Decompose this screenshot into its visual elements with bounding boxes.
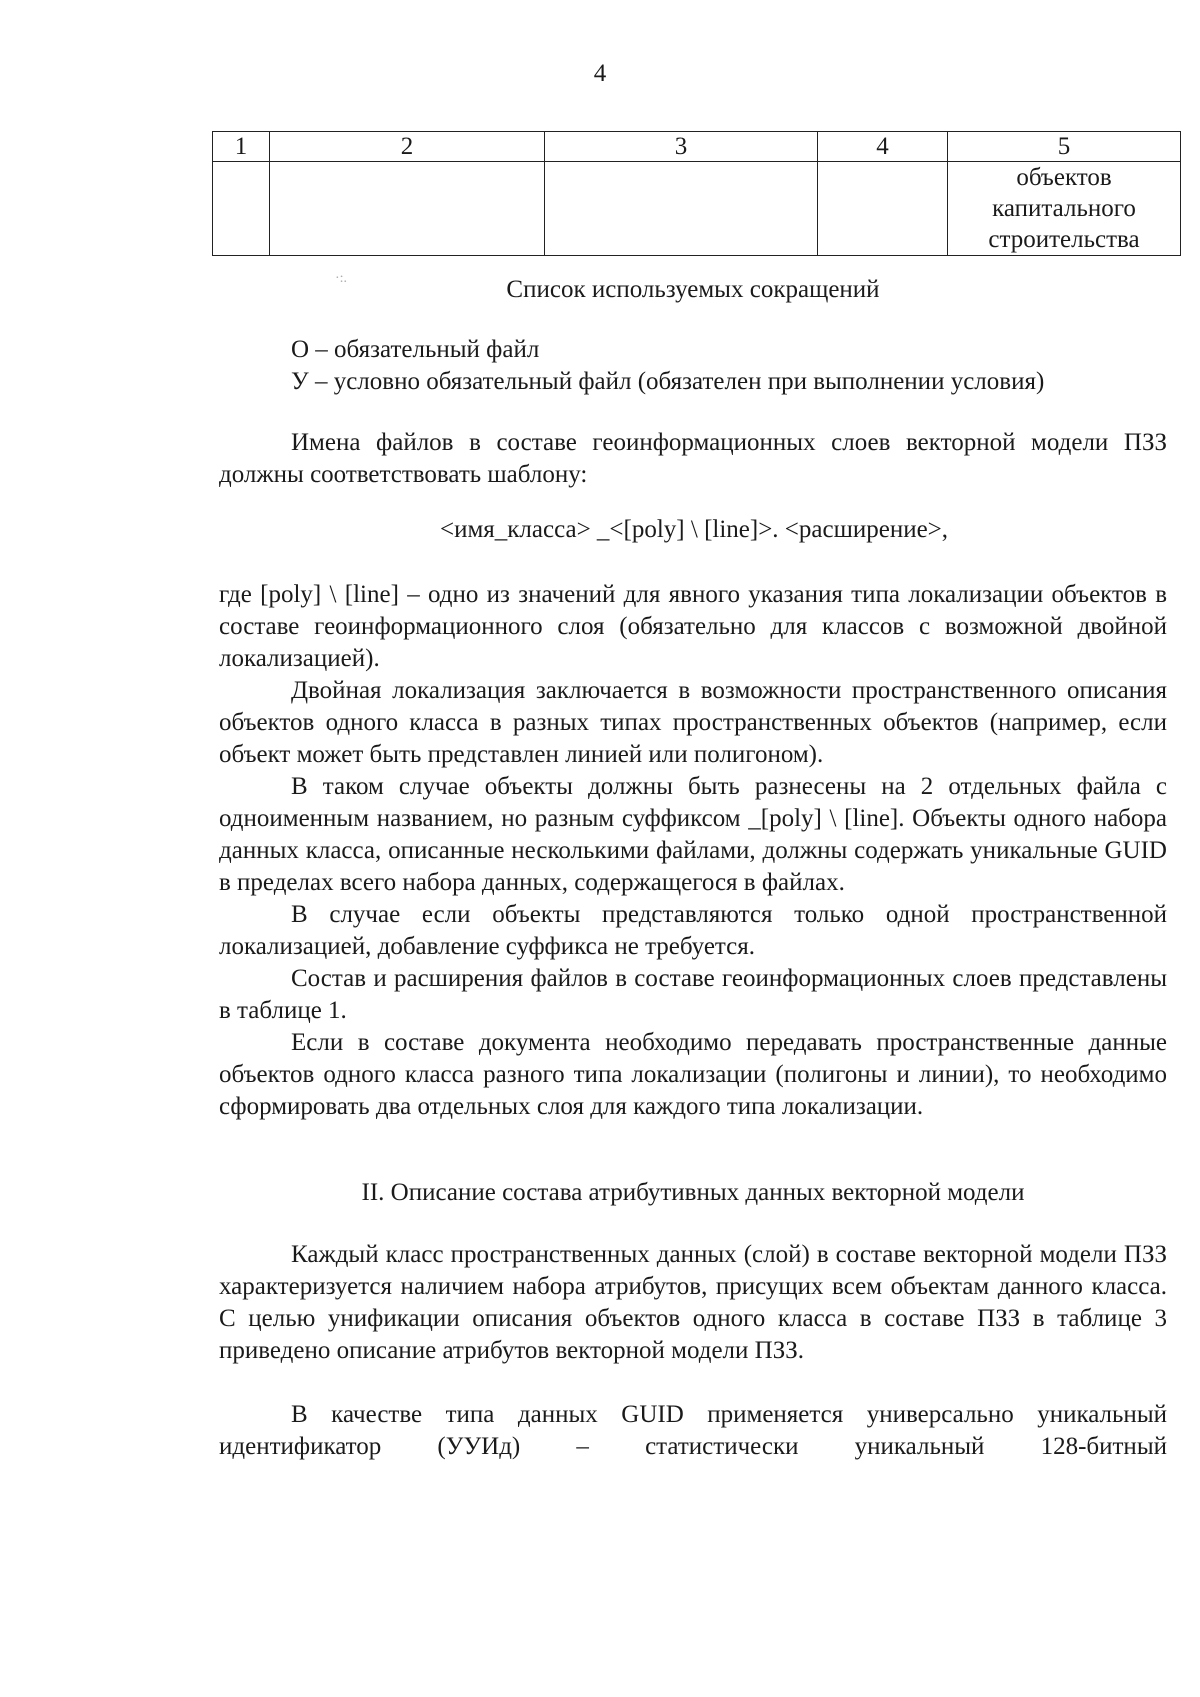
paragraph-guid: В качестве типа данных GUID применяется универсально уникальный идентификатор (УУИд) – статистически уникальный 128-битный	[219, 1401, 1167, 1460]
paragraph-two-layers: Если в составе документа необходимо передавать пространственные данные объектов одного класса разного типа локализации (полигоны и линии), то необходимо сформировать два отдельных слоя для каждого типа локализации.	[219, 1029, 1167, 1120]
table-row	[213, 162, 1181, 256]
table-cell	[270, 162, 545, 256]
table-cell	[213, 162, 270, 256]
table-header-cell: 1	[213, 132, 270, 162]
paragraph-double-localization: Двойная локализация заключается в возможности пространственного описания объектов одного класса в разных типах пространственных объектов (например, если объект может быть представлен линией или полигоном).	[219, 677, 1167, 768]
cell-line: капитального	[992, 195, 1136, 222]
file-name-template: <имя_класса> _<[poly] \ [line]>. <расширение>,	[439, 516, 949, 543]
section-title: II. Описание состава атрибутивных данных векторной модели	[361, 1179, 1025, 1206]
cell-line: строительства	[988, 226, 1140, 253]
abbreviation-item: У – условно обязательный файл (обязателен при выполнении условия)	[291, 368, 1045, 395]
table-cell	[545, 162, 818, 256]
paragraph-single-localization: В случае если объекты представляются только одной пространственной локализацией, добавление суффикса не требуется.	[219, 901, 1167, 960]
paragraph-separate-files: В таком случае объекты должны быть разнесены на 2 отдельных файла с одноименным названием, но разным суффиксом _[poly] \ [line]. Объекты одного набора данных класса, описанные несколькими файлами, должны содержать уникальные GUID в пределах всего набора данных, содержащегося в файлах.	[219, 773, 1167, 896]
table-header-cell: 2	[270, 132, 545, 162]
cell-line: объектов	[1016, 164, 1112, 191]
paragraph-attributes: Каждый класс пространственных данных (слой) в составе векторной модели ПЗЗ характеризуется наличием набора атрибутов, присущих всем объектам данного класса. С целью унификации описания объектов одного класса в составе ПЗЗ в таблице 3 приведено описание атрибутов векторной модели ПЗЗ.	[219, 1241, 1167, 1364]
table-header-cell: 4	[818, 132, 948, 162]
table-header-cell: 3	[545, 132, 818, 162]
scan-artifact: ·:.	[335, 271, 348, 286]
continuation-table	[212, 131, 1181, 256]
paragraph-localization-values: где [poly] \ [line] – одно из значений для явного указания типа локализации объектов в составе геоинформационного слоя (обязательно для классов с возможной двойной локализацией).	[219, 581, 1167, 672]
table-header-row	[213, 132, 1181, 162]
table-header-cell: 5	[948, 132, 1181, 162]
page-number: 4	[593, 60, 607, 87]
table-cell	[818, 162, 948, 256]
paragraph-file-composition: Состав и расширения файлов в составе геоинформационных слоев представлены в таблице 1.	[219, 965, 1167, 1024]
abbreviations-title: Список используемых сокращений	[506, 276, 880, 303]
table-cell	[948, 162, 1181, 256]
paragraph-file-names: Имена файлов в составе геоинформационных слоев векторной модели ПЗЗ должны соответствовать шаблону:	[219, 429, 1167, 488]
abbreviation-item: О – обязательный файл	[291, 336, 540, 363]
